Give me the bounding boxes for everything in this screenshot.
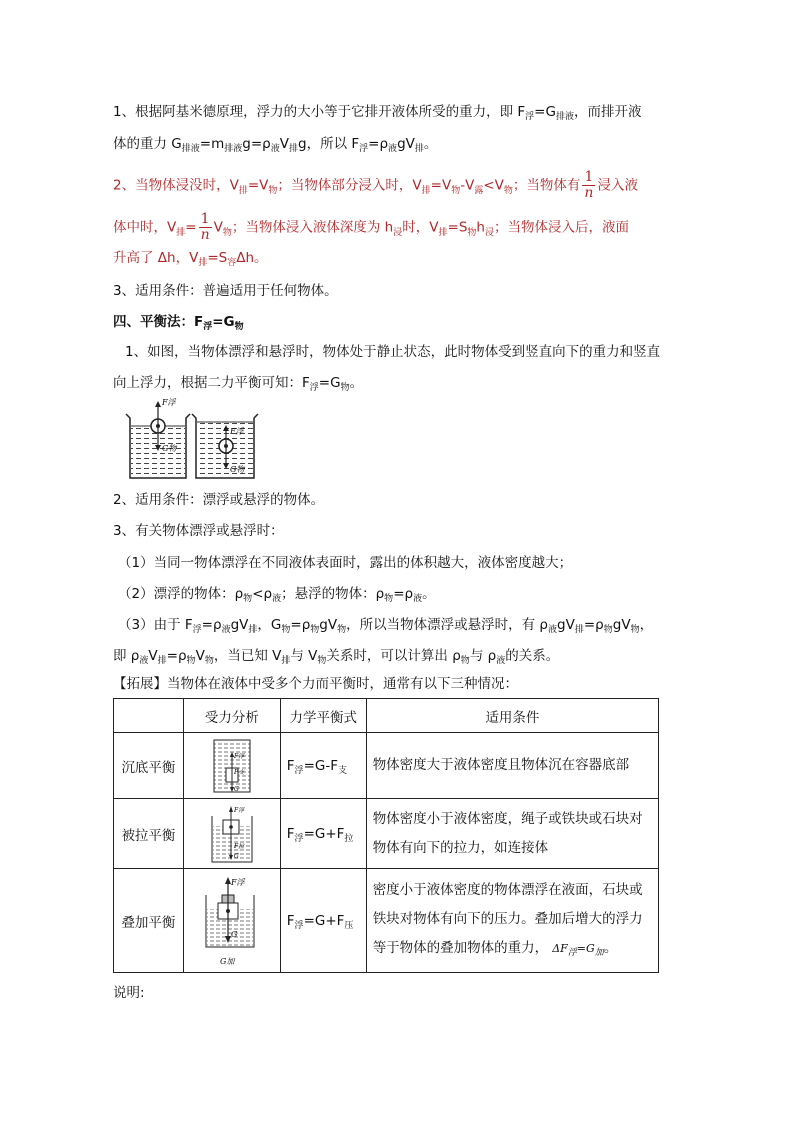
paragraph-archimedes-line-2: 体的重力 $G_{排液}=m_{排液}g=\rho_液V_排g$，所以 $F_浮=\rho_液gV_排$。 bbox=[113, 136, 438, 154]
force-diagram-cell bbox=[183, 733, 280, 799]
pulled-force-diagram bbox=[210, 804, 254, 864]
fraction-one-over-n: $\frac{1}{n}$ bbox=[200, 211, 210, 243]
balance-cases-table bbox=[113, 698, 659, 973]
paragraph-v-displaced-line-1: 2、当物体浸没时，$V_排=V_物$；当物体部分浸入时，$V_排=V_物-V_露<V_物$；当物体有 $\frac{1}{n}$ 浸入液 bbox=[113, 169, 638, 201]
section-heading-balance-method: 四、平衡法：$F_浮=G_物$ bbox=[113, 314, 244, 332]
item-3-derivation-line-2: 即 $\rho_液V_排=\rho_物V_物$，当已知 $V_排$与 $V_物$关系时，可以计算出 $\rho_物$与 $\rho_液$的关系。 bbox=[113, 648, 560, 666]
paragraph-expand: 【拓展】当物体在液体中受多个力而平衡时，通常有以下三种情况： bbox=[113, 676, 518, 692]
paragraph-balance-line-2: 向上浮力，根据二力平衡可知：$F_浮=G_物$。 bbox=[113, 375, 364, 393]
item-2-density-compare: （2）漂浮的物体：$\rho_物<\rho_液$；悬浮的物体：$\rho_物=\rho_液$。 bbox=[118, 586, 436, 604]
equation-pulled: $F_浮=G+F_拉$ bbox=[280, 799, 366, 869]
delta-f-formula: $\Delta F_浮=G_加$ bbox=[552, 942, 604, 958]
label-g-weight: G bbox=[233, 785, 239, 793]
row-name-stacked: 叠加平衡 bbox=[114, 869, 184, 973]
item-3-derivation-line-1: （3）由于 $F_浮=\rho_液gV_排$，$G_物=\rho_物gV_物$，所以当物体漂浮或悬浮时，有 $\rho_液gV_排=\rho_物gV_物$， bbox=[118, 617, 654, 635]
label-g-weight: G物 bbox=[230, 465, 245, 474]
equation-stacked: $F_浮=G+F_压$ bbox=[280, 869, 366, 973]
row-name-sink: 沉底平衡 bbox=[114, 733, 184, 799]
label-f-buoyant: F浮 bbox=[230, 877, 245, 887]
footer-note: 说明: bbox=[113, 985, 145, 1001]
fraction-one-over-n: $\frac{1}{n}$ bbox=[584, 169, 594, 201]
condition-sink: 物体密度大于液体密度且物体沉在容器底部 bbox=[366, 733, 658, 799]
table-header-equation: 力学平衡式 bbox=[280, 699, 366, 733]
label-g-weight: G bbox=[233, 852, 239, 860]
sink-force-diagram bbox=[212, 738, 252, 794]
label-g-weight: G bbox=[230, 929, 238, 939]
paragraph-archimedes-line-1: 1、根据阿基米德原理，浮力的大小等于它排开液体所受的重力，即 $F_浮=G_{排液}$，而排开液 bbox=[113, 104, 642, 122]
beaker-suspended bbox=[192, 414, 258, 478]
label-f-buoyant: F浮 bbox=[233, 806, 244, 814]
beaker-floating bbox=[126, 398, 190, 478]
paragraph-float-suspend-intro: 3、有关物体漂浮或悬浮时： bbox=[113, 523, 284, 539]
paragraph-v-displaced-line-3: 升高了 Δh，$V_排=S_容\Delta h$。 bbox=[113, 250, 268, 268]
force-diagram-cell bbox=[183, 869, 280, 973]
label-f-support: F支 bbox=[233, 768, 244, 776]
table-row bbox=[114, 799, 659, 869]
label-g-weight: G物 bbox=[162, 444, 177, 453]
table-header-condition: 适用条件 bbox=[366, 699, 658, 733]
paragraph-v-displaced-line-2: 体中时，$V_排=$ $\frac{1}{n}$ $V_物$；当物体浸入液体深度为 $h_浸$时，$V_排=S_物h_浸$；当物体浸入后，液面 bbox=[113, 211, 629, 243]
item-1-exposed-volume: （1）当同一物体漂浮在不同液体表面时，露出的体积越大，液体密度越大； bbox=[118, 555, 573, 571]
label-g-added: G加 bbox=[219, 956, 235, 966]
table-header-empty bbox=[114, 699, 184, 733]
paragraph-applicability-float: 2、适用条件：漂浮或悬浮的物体。 bbox=[113, 492, 325, 508]
table-header-force-analysis: 受力分析 bbox=[183, 699, 280, 733]
floating-suspended-figure bbox=[120, 396, 280, 482]
table-row bbox=[114, 733, 659, 799]
paragraph-applicability: 3、适用条件：普遍适用于任何物体。 bbox=[113, 283, 338, 299]
condition-stacked: 密度小于液体密度的物体漂浮在液面，石块或铁块对物体有向下的压力。叠加后增大的浮力等于物体的叠加物体的重力， $\Delta F_浮=G_加$。 bbox=[366, 869, 658, 973]
force-diagram-cell bbox=[183, 799, 280, 869]
label-f-pull: F拉 bbox=[233, 842, 244, 850]
label-f-buoyant: F浮 bbox=[230, 427, 244, 436]
paragraph-balance-line-1: 1、如图，当物体漂浮和悬浮时，物体处于静止状态，此时物体受到竖直向下的重力和竖直 bbox=[125, 344, 661, 360]
label-f-buoyant: F浮 bbox=[233, 752, 244, 760]
stacked-force-diagram bbox=[204, 875, 260, 967]
table-row bbox=[114, 869, 659, 973]
row-name-pulled: 被拉平衡 bbox=[114, 799, 184, 869]
equation-sink: $F_浮=G-F_支$ bbox=[280, 733, 366, 799]
condition-pulled: 物体密度小于液体密度，绳子或铁块或石块对物体有向下的拉力，如连接体 bbox=[366, 799, 658, 869]
table-header-row bbox=[114, 699, 659, 733]
label-f-buoyant: F浮 bbox=[162, 398, 176, 407]
